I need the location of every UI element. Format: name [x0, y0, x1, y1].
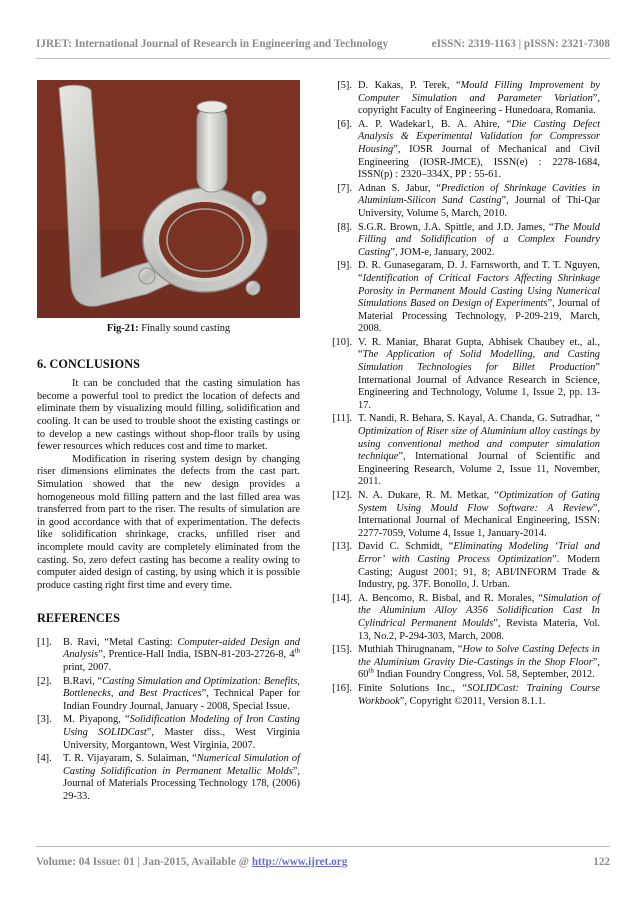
- ref-title: Numerical Simulation of Casting Solidification in Permanent Metallic Molds: [63, 753, 300, 777]
- reference-text: [358, 490, 600, 540]
- reference-number: [14].: [332, 592, 352, 604]
- figure-caption-text: Finally sound casting: [138, 323, 231, 334]
- ref-author: David C. Schmidt, “: [358, 541, 454, 553]
- ref-source: ”, International Journal of Scientific and Engineering Research, Volume 2, Issue 11, November, 2011.: [358, 451, 600, 488]
- reference-text: [63, 753, 300, 803]
- ref-source: ”, Technical Paper for Indian Foundry Journal, January - 2008, Special Issue.: [63, 688, 301, 712]
- references-heading: REFERENCES: [37, 611, 120, 626]
- reference-number: [11].: [332, 413, 352, 425]
- reference-number: [16].: [332, 682, 352, 694]
- reference-number: [8].: [337, 221, 352, 233]
- reference-item: [328, 644, 600, 682]
- casting-illustration: [37, 80, 300, 318]
- reference-text: [358, 593, 600, 643]
- journal-link[interactable]: http://www.ijret.org: [251, 856, 348, 868]
- reference-item: [328, 260, 600, 336]
- reference-text: [63, 637, 300, 675]
- ref-title: Simulation of the Aluminium Alloy A356 Solidification Cast In Cylindrical Permanent Moulds: [358, 592, 600, 629]
- ref-author: Finite Solutions Inc., “: [358, 682, 468, 694]
- footer-rule: [36, 846, 610, 847]
- reference-text: [358, 683, 600, 708]
- ref-source: ”, International Journal of Mechanical Engineering, ISSN: 2277-7059, Volume 4, Issue 1, January-2014.: [358, 502, 600, 539]
- ref-source: ”, Journal of Materials Processing Technology 178, (2006) 29-33.: [63, 765, 300, 802]
- ref-author: N. A. Dukare, R. M. Metkar, “: [358, 490, 499, 501]
- page-number: 122: [593, 856, 610, 868]
- reference-number: [2].: [37, 675, 52, 687]
- ref-title: Optimization of Gating System Using Mould Flow Software: A Review: [358, 490, 600, 514]
- casting-photo: [37, 80, 300, 318]
- ref-author: Muthiah Thirugnanam, “: [358, 644, 463, 656]
- reference-number: [9].: [337, 260, 352, 272]
- ref-source: ”, copyright Faculty of Engineering - Hunedoara, Romania.: [358, 92, 600, 117]
- ref-author: D. R. Gunasegaram, D. J. Farnsworth, and T. T. Nguyen, “: [358, 260, 600, 284]
- reference-item: [328, 490, 600, 540]
- issn-info: eISSN: 2319-1163 | pISSN: 2321-7308: [431, 38, 610, 50]
- ref-author: T. R. Vijayaram, S. Sulaiman, “: [63, 753, 197, 765]
- reference-text: [358, 260, 600, 336]
- reference-number: [3].: [37, 714, 52, 726]
- figure-label: Fig-21:: [106, 323, 139, 334]
- reference-item: [328, 80, 600, 118]
- reference-item: [328, 119, 600, 182]
- reference-text: [358, 337, 600, 413]
- reference-number: [1].: [37, 636, 52, 648]
- reference-text: [358, 119, 600, 182]
- ref-author: D. Kakas, P. Terek, “: [358, 80, 461, 91]
- reference-text: [358, 541, 600, 591]
- ref-source: ”, JOM-e, January, 2002.: [390, 246, 495, 258]
- references-list-left: [37, 637, 300, 804]
- ref-source: ”, Copyright ©2011, Version 8.1.1.: [399, 695, 546, 707]
- ref-sup: th: [368, 666, 374, 675]
- ref-title: Computer-aided Design and Analysis: [63, 636, 300, 661]
- reference-text: [63, 676, 300, 714]
- reference-number: [7].: [337, 182, 352, 194]
- references-list-right: [328, 80, 600, 708]
- header-rule: [36, 58, 610, 59]
- volume-text: Volume: 04 Issue: 01 | Jan-2015, Available @: [36, 856, 252, 868]
- reference-item: [328, 183, 600, 221]
- ref-title: SOLIDCast: Training Course Workbook: [358, 682, 600, 707]
- reference-item: [328, 222, 600, 260]
- ref-author: A. P. Wadekar1, B. A. Ahire, “: [358, 118, 512, 130]
- conclusions-heading: 6. CONCLUSIONS: [37, 356, 140, 371]
- ref-title: Solidification Modeling of Iron Casting Using SOLIDCast: [63, 714, 300, 739]
- ref-tail: Indian Foundry Congress, Vol. 58, September, 2012.: [373, 669, 595, 681]
- reference-number: [4].: [37, 753, 52, 765]
- reference-text: [358, 80, 600, 118]
- ref-source: ”, 60: [358, 656, 600, 681]
- ref-source: ”, Prentice-Hall India, ISBN-81-203-2726-8, 4: [98, 649, 295, 661]
- page-footer: [36, 856, 610, 868]
- ref-author: B. Ravi, “Metal Casting:: [63, 636, 178, 648]
- reference-number: [10].: [332, 336, 352, 348]
- ref-title: Mould Filling Improvement by Computer Simulation and Parameter Variation: [358, 80, 600, 104]
- ref-title: Identification of Critical Factors Affecting Shrinkage Porosity in Permanent Mould Casting Using Numerical Simulations Based on Design of Experiments: [358, 272, 600, 310]
- reference-item: [328, 413, 600, 489]
- ref-source: ”. Modern Casting; August 2001; 91, 8; ABI/INFORM Trade & Industry, pg. 37F. Bonollo, J. Urban.: [358, 553, 600, 591]
- right-column: [328, 80, 600, 709]
- reference-item: [328, 337, 600, 413]
- ref-author: T. Nandi, R. Behara, S. Kayal, A. Chanda, G. Sutradhar, “: [358, 413, 600, 425]
- reference-item: [328, 593, 600, 643]
- figure-caption: [37, 323, 300, 336]
- reference-text: [63, 714, 300, 752]
- reference-number: [12].: [332, 490, 352, 501]
- reference-text: [358, 644, 600, 682]
- ref-title: Casting Simulation and Optimization: Benefits, Bottlenecks, and Best Practices: [63, 675, 300, 700]
- reference-item: [37, 637, 300, 675]
- reference-number: [13].: [332, 541, 352, 553]
- ref-author: B.Ravi, “: [63, 675, 103, 687]
- ref-title: Optimization of Riser size of Aluminium alloy castings by using conventional method and computer simulation technique: [358, 426, 600, 463]
- reference-item: [328, 683, 600, 708]
- ref-author: Adnan S. Jabur, “: [358, 182, 441, 194]
- ref-title: Die Casting Defect Analysis & Experimental Validation for Compressor Housing: [358, 118, 600, 155]
- ref-author: A. Bencomo, R. Bisbal, and R. Morales, “: [358, 592, 543, 604]
- journal-title: IJRET: International Journal of Research in Engineering and Technology: [36, 38, 389, 50]
- reference-item: [37, 714, 300, 752]
- reference-item: [37, 753, 300, 803]
- ref-source: ”, Journal of Thi-Qar University, Volume 5, March, 2010.: [358, 195, 600, 219]
- reference-item: [328, 541, 600, 591]
- reference-number: [5].: [337, 80, 352, 91]
- ref-tail: print, 2007.: [63, 662, 112, 674]
- ref-title: The Application of Solid Modelling, and Casting Simulation Technologies for Billet Production: [358, 349, 600, 374]
- ref-source: ”, Revista Materia, Vol. 13, No.2, P-294-303, March, 2008.: [358, 617, 600, 642]
- ref-source: ”, IOSR Journal of Mechanical and Civil Engineering (IOSR-JMCE), ISSN(e) : 2278-1684, ISSN(p) : 2320–334X, PP : 55-61.: [358, 143, 600, 181]
- conclusions-paragraph-2: Modification in risering system design by changing riser dimensions eliminates the defects from the cast part. Simulation showed that the new design provides a homogeneous mold filling pattern and the last filled area was transferred from part to the riser. The results of simulation are in good accordance with that of experimentation. The defects like solidification shrinkage, cracks, unfilled riser and incomplete mould cavity are completely eliminated from the casting. So, zero defect casting has become a reality owing to computer aided design of casting, by using which it is possible produce casting right first time and every time.: [37, 453, 300, 591]
- reference-text: [358, 183, 600, 221]
- conclusions-paragraph-1: It can be concluded that the casting simulation has become a powerful tool to predict the location of defects and eliminate them by visualizing mould filling, solidification and cooling. It can be used to trouble shoot the existing castings or to develop a new castings without shop-floor trails by using fewer resources which reduces cost and time to market.: [37, 378, 300, 453]
- page-header: [36, 38, 610, 50]
- ref-author: V. R. Maniar, Bharat Gupta, Abhisek Chaubey et., al., “: [358, 336, 600, 361]
- ref-title: The Mould Filling and Solidification of a Complex Foundry Casting: [358, 221, 600, 258]
- left-column: [37, 80, 300, 805]
- reference-text: [358, 413, 600, 489]
- reference-text: [358, 222, 600, 260]
- reference-item: [37, 676, 300, 714]
- ref-title: Eliminating Modeling ‘Trial and Error’ with Casting Process Optimization: [358, 541, 601, 565]
- ref-author: S.G.R. Brown, J.A. Spittle, and J.D. James, “: [358, 221, 554, 233]
- ref-source: ”, Journal of Material Processing Technology, P-209-219, March, 2008.: [358, 298, 600, 335]
- volume-info: [36, 856, 347, 868]
- ref-sup: th: [294, 647, 300, 655]
- ref-title: How to Solve Casting Defects in the Aluminium Gravity Die-Castings in the Shop Floor: [358, 644, 600, 668]
- ref-source: ”, Master diss., West Virginia University, Morgantown, West Virginia, 2007.: [63, 727, 300, 751]
- ref-source: ” International Journal of Advance Research in Science, Engineering and Technology, Volume 1, Issue 2, pp. 13-17.: [358, 362, 600, 411]
- ref-title: Prediction of Shrinkage Cavities in Aluminium-Silicon Sand Casting: [358, 182, 601, 207]
- reference-number: [15].: [332, 644, 352, 656]
- reference-number: [6].: [337, 118, 352, 130]
- ref-author: M. Piyapong, “: [63, 714, 130, 726]
